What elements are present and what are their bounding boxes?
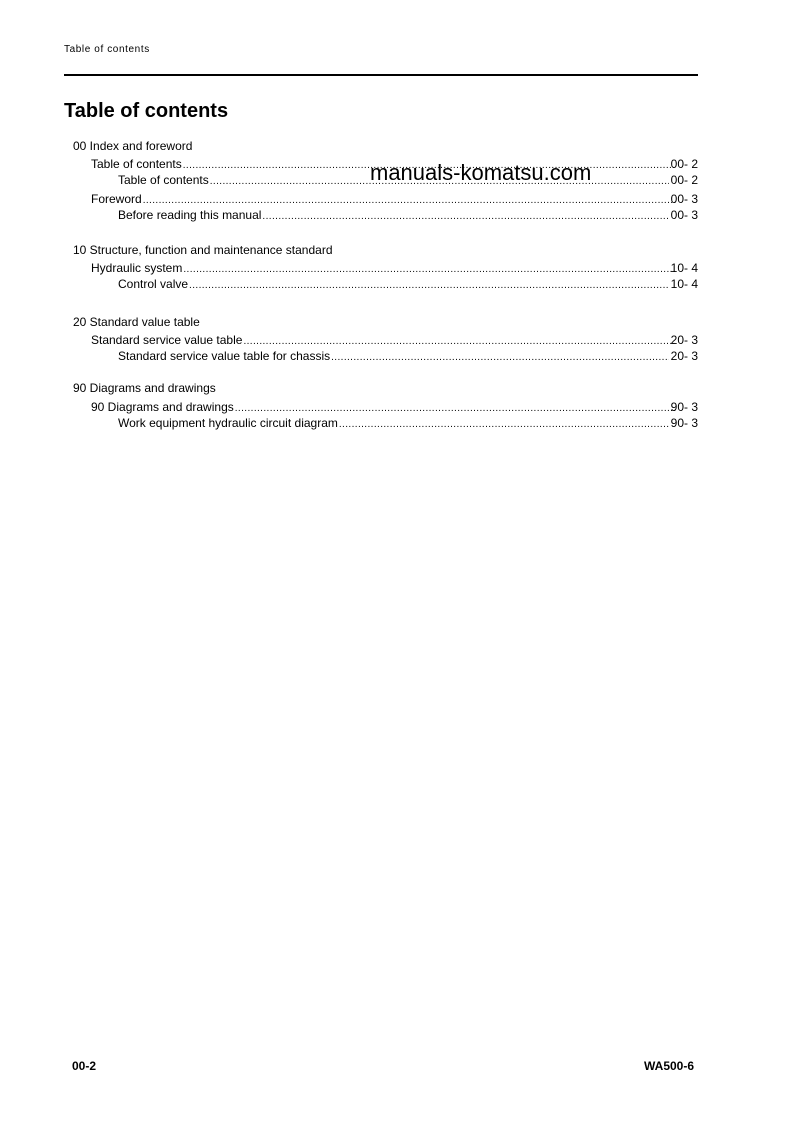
toc-entry-page: 10- 4 xyxy=(670,277,698,291)
toc-entry[interactable] xyxy=(118,208,698,222)
header-rule xyxy=(64,74,698,76)
toc-entry-page: 20- 3 xyxy=(670,333,698,347)
toc-entry-page: 00- 3 xyxy=(670,192,698,206)
toc-entry[interactable] xyxy=(118,277,698,291)
toc-entry-label: Table of contents xyxy=(118,173,209,187)
toc-section-heading: 00 Index and foreword xyxy=(73,139,193,153)
leader-dots xyxy=(243,335,676,349)
toc-entry-page: 00- 2 xyxy=(670,157,698,171)
toc-entry-label: Standard service value table for chassis xyxy=(118,349,331,363)
toc-entry-page: 90- 3 xyxy=(670,400,698,414)
leader-dots xyxy=(143,194,676,208)
footer-model: WA500-6 xyxy=(644,1059,695,1073)
toc-section-heading: 10 Structure, function and maintenance standard xyxy=(73,243,333,257)
watermark-text: manuals-komatsu.com xyxy=(370,160,592,185)
toc-entry-label: Control valve xyxy=(118,277,189,291)
toc-entry-label: 90 Diagrams and drawings xyxy=(91,400,234,414)
toc-entry[interactable] xyxy=(91,333,698,347)
toc-entry-label: Before reading this manual xyxy=(118,208,262,222)
toc-entry-page: 90- 3 xyxy=(670,416,698,430)
toc-entry-page: 10- 4 xyxy=(670,261,698,275)
toc-entry-page: 20- 3 xyxy=(670,349,698,363)
toc-entry-label: Work equipment hydraulic circuit diagram xyxy=(118,416,338,430)
toc-entry-label: Hydraulic system xyxy=(91,261,183,275)
toc-entry[interactable] xyxy=(118,349,698,363)
leader-dots xyxy=(183,263,676,277)
toc-entry-label: Standard service value table xyxy=(91,333,243,347)
leader-dots xyxy=(331,351,669,365)
footer-page-number: 00-2 xyxy=(72,1059,97,1073)
leader-dots xyxy=(339,418,669,432)
leader-dots xyxy=(189,279,669,293)
toc-entry[interactable] xyxy=(118,416,698,430)
toc-entry[interactable] xyxy=(91,261,698,275)
toc-entry-page: 00- 3 xyxy=(670,208,698,222)
leader-dots xyxy=(262,210,669,224)
toc-entry-page: 00- 2 xyxy=(670,173,698,187)
toc-entry[interactable] xyxy=(91,400,698,414)
leader-dots xyxy=(235,402,676,416)
toc-entry[interactable] xyxy=(91,192,698,206)
toc-section-heading: 90 Diagrams and drawings xyxy=(73,381,216,395)
running-header: Table of contents xyxy=(64,44,150,55)
page-title: Table of contents xyxy=(64,100,229,122)
toc-section-heading: 20 Standard value table xyxy=(73,315,200,329)
toc-entry-label: Foreword xyxy=(91,192,142,206)
toc-entry-label: Table of contents xyxy=(91,157,182,171)
